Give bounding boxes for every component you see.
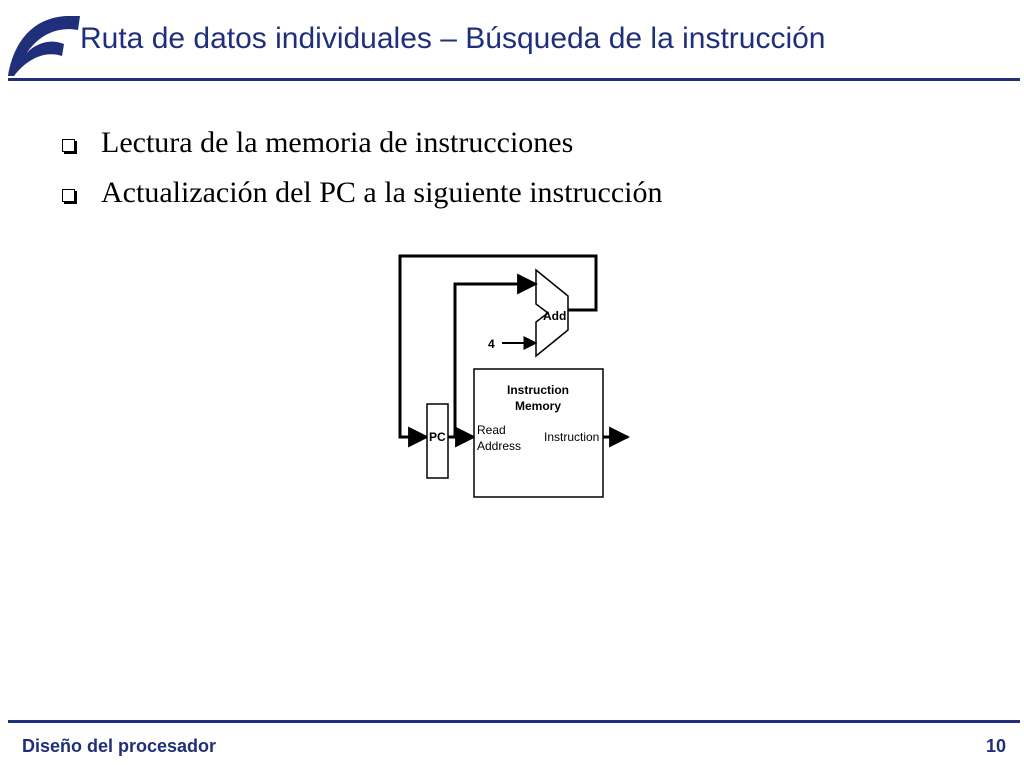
- constant-label: 4: [488, 337, 495, 351]
- slide-title: Ruta de datos individuales – Búsqueda de la instrucción: [80, 22, 826, 55]
- bullet-text: Lectura de la memoria de instrucciones: [101, 126, 574, 159]
- footer-title: Diseño del procesador: [22, 736, 217, 756]
- read-address-line2: Address: [477, 439, 522, 453]
- memory-output-label: Instruction: [544, 430, 600, 444]
- memory-title-line1: Instruction: [507, 383, 569, 397]
- pc-label: PC: [429, 430, 446, 444]
- bullet-text: Actualización del PC a la siguiente instrucción: [101, 176, 663, 209]
- footer-divider: [8, 720, 1020, 723]
- adder-label: Add: [543, 309, 567, 323]
- memory-title-line2: Memory: [514, 399, 562, 413]
- read-address-line1: Read: [477, 423, 506, 437]
- page-number: 10: [985, 736, 1006, 756]
